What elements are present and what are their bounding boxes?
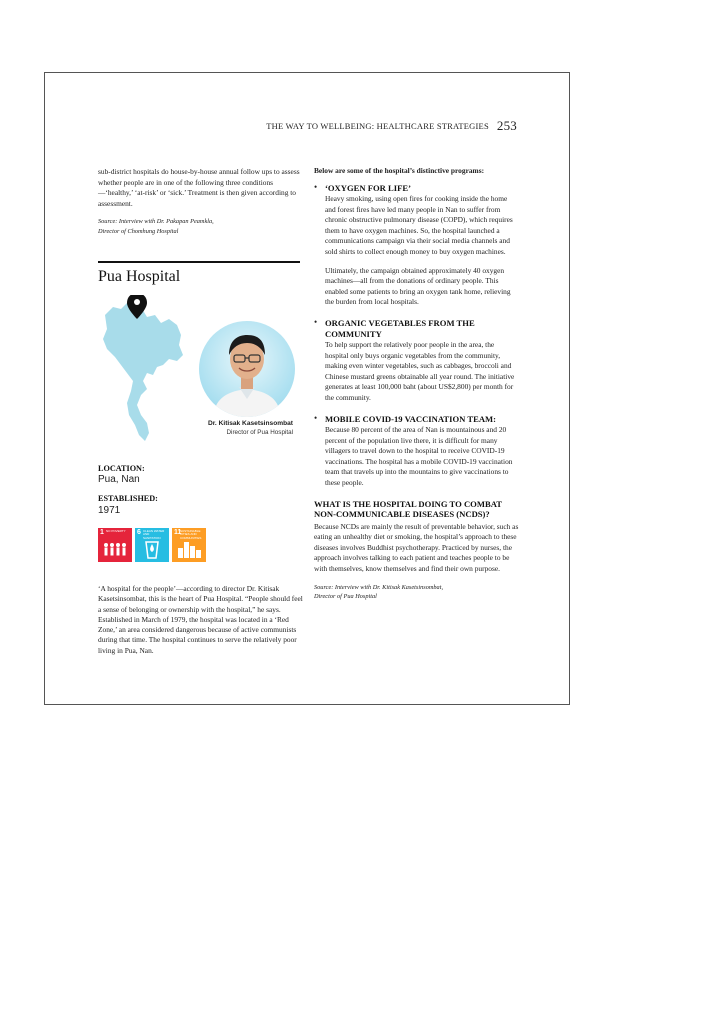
book-page bbox=[44, 72, 570, 705]
program-title: • MOBILE COVID-19 VACCINATION TEAM: bbox=[325, 413, 497, 424]
people-icon bbox=[98, 528, 132, 562]
left-column-top bbox=[98, 167, 303, 236]
doctor-portrait bbox=[199, 321, 295, 417]
sdg-text: NO POVERTY bbox=[106, 529, 126, 533]
program-body: Because 80 percent of the area of Nan is mountainous and 20 percent of the population live there, it is difficult for many villagers to travel down to the hospital to receive COVID-19 vaccinations. The hospital has a mobile COVID-19 vaccination team that travels up into the mountains to give vaccinations to these people. bbox=[325, 425, 513, 488]
list-item bbox=[314, 414, 519, 489]
program-title: • ‘OXYGEN FOR LIFE’ bbox=[325, 182, 411, 193]
running-header-title: THE WAY TO WELLBEING: HEALTHCARE STRATEGIES bbox=[266, 121, 489, 131]
source-line: Director of Pua Hospital bbox=[314, 593, 377, 601]
ncd-section-body: Because NCDs are mainly the result of preventable behavior, such as eating an unhealthy diet or smoking, the hospital’s approach to these diseases involves Buddhist psychotherapy. Practiced by nurses, the approach involves talking to each patient and teaches people to be with themselves, know themselves and find their own purpose. bbox=[314, 521, 519, 574]
source-line: Source: Interview with Dr. Kitisak Kasetsinsombat, bbox=[314, 583, 444, 591]
doctor-portrait-illustration bbox=[199, 321, 295, 417]
list-item bbox=[314, 318, 519, 404]
list-item bbox=[314, 183, 519, 308]
sdg-number: 1 bbox=[100, 529, 104, 536]
sdg-number: 11 bbox=[174, 529, 182, 536]
sdg-text: CLEAN WATER AND SANITATION bbox=[143, 529, 165, 540]
sdg-number: 6 bbox=[137, 529, 141, 536]
program-body: Ultimately, the campaign obtained approximately 40 oxygen machines—all from the donations of ordinary people. This enabled some patients to bring an oxygen tank home, relieving the burden from local hospitals. bbox=[325, 265, 511, 307]
water-glass-icon bbox=[135, 528, 169, 562]
sdg-badge-11 bbox=[172, 528, 206, 562]
hospital-title: Pua Hospital bbox=[98, 268, 181, 285]
program-title: • ORGANIC VEGETABLES FROM THE COMMUNITY bbox=[325, 318, 475, 339]
program-body: To help support the relatively poor people in the area, the hospital only buys organic vegetables from the community, making even winter vegetables, such as cabbages, broccoli and Chinese mustard greens obtainable all year round. The initiative generates at least 100,000 baht (about US$2,800) per month for the community. bbox=[325, 340, 515, 402]
location-label: LOCATION: bbox=[98, 464, 145, 473]
sdg-badge-1 bbox=[98, 528, 132, 562]
programs-list bbox=[314, 183, 519, 489]
city-buildings-icon bbox=[172, 528, 206, 562]
source-line: Source: Interview with Dr. Pakapan Peamkla, bbox=[98, 218, 214, 226]
thailand-map bbox=[97, 295, 189, 445]
location-value: Pua, Nan bbox=[98, 474, 140, 485]
sdg-text: SUSTAINABLE CITIES AND COMMUNITIES bbox=[180, 529, 202, 540]
ncd-title-line: NON-COMMUNICABLE DISEASES (NCDS)? bbox=[314, 509, 490, 520]
page-number: 253 bbox=[496, 118, 517, 133]
established-value: 1971 bbox=[98, 505, 121, 516]
running-header bbox=[266, 118, 517, 134]
source-note bbox=[314, 583, 519, 602]
right-column bbox=[314, 166, 519, 602]
programs-lead: Below are some of the hospital’s distinctive programs: bbox=[314, 166, 485, 175]
doctor-name-caption: Dr. Kitisak Kasetsinsombat bbox=[207, 420, 293, 427]
section-divider bbox=[98, 261, 300, 263]
doctor-title-caption: Director of Pua Hospital bbox=[226, 429, 293, 436]
continued-paragraph: sub-district hospitals do house-by-house annual follow ups to assess whether people are in one of the following three conditions—‘healthy,’ ‘at-risk’ or ‘sick.’ Treatment is then given according to assessment. bbox=[98, 167, 300, 208]
thailand-map-shape bbox=[103, 303, 183, 441]
program-body: Heavy smoking, using open fires for cooking inside the home and forest fires have led many people in Nan to suffer from chronic obstructive pulmonary disease (COPD), which requires them to have oxygen machines. So, the hospital launched a communications campaign via their social media channels and sold shirts to collect enough money to buy oxygen machines. bbox=[325, 194, 513, 257]
sdg-badge-6 bbox=[135, 528, 169, 562]
source-note bbox=[98, 217, 303, 236]
hospital-intro-paragraph: ‘A hospital for the people’—according to director Dr. Kitisak Kasetsinsombat, this is the heart of Pua Hospital. “People should feel a sense of belonging or ownership with the hospital,” he says. Established in March of 1979, the hospital was located in a ‘Red Zone,’ an area considered dangerous because of active communists during that time. The hospital continues to serve the relatively poor living in Pua, Nan. bbox=[98, 584, 303, 655]
established-label: ESTABLISHED: bbox=[98, 494, 158, 503]
ncd-section-title bbox=[314, 499, 519, 520]
source-line: Director of Chomhung Hospital bbox=[98, 227, 179, 235]
ncd-title-line: WHAT IS THE HOSPITAL DOING TO COMBAT bbox=[314, 498, 502, 509]
